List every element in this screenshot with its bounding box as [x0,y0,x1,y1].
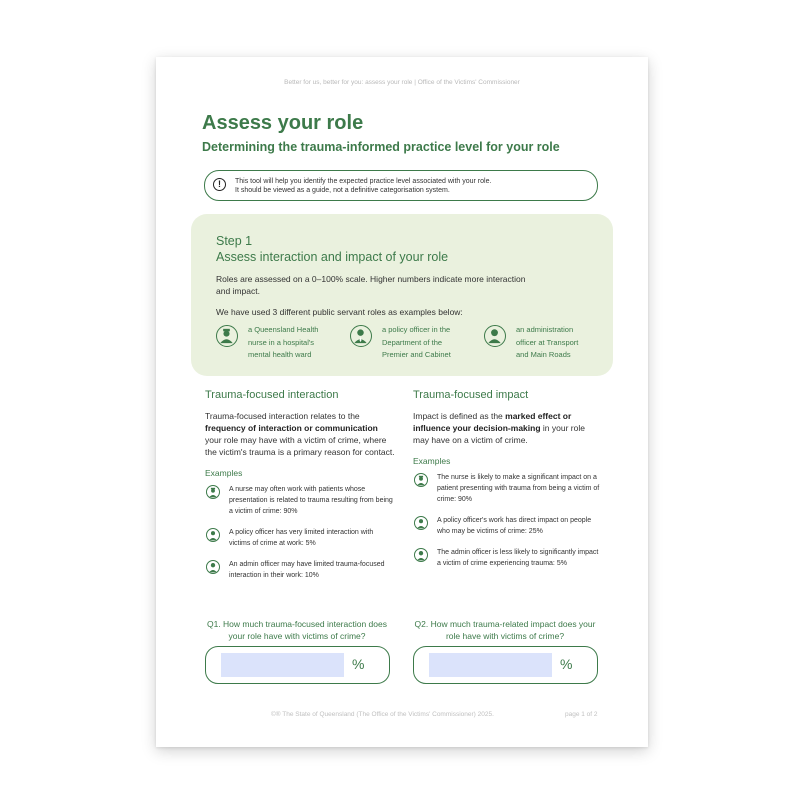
role-policy-line-2: Department of the [382,337,443,347]
impact-section [413,389,603,579]
notice-line-2: It should be viewed as a guide, not a definitive categorisation system. [235,187,450,194]
interaction-example-admin-text: An admin officer may have limited trauma-focused interaction in their work: 10% [229,561,385,579]
page-title: Assess your role [202,112,364,134]
role-nurse-line-2: nurse in a hospital's [248,337,315,347]
exclamation-circle-icon: ! [213,178,226,191]
question-1: Q1. How much trauma-focused interaction does your role have with victims of crime? [206,619,387,641]
step-1-panel [191,214,613,376]
impact-percent-input[interactable] [429,653,552,677]
interaction-definition [205,410,395,458]
nurse-icon [216,325,238,347]
interaction-def-bold: frequency of interaction or communication [205,423,378,433]
role-nurse-line-1: a Queensland Health [248,325,319,334]
interaction-example-policy-text: A policy officer has very limited interaction with victims of crime at work: 5% [229,529,374,547]
interaction-section [205,389,395,591]
nurse-icon [206,485,220,499]
role-admin-line-3: and Main Roads [516,350,571,359]
impact-example-admin-text: The admin officer is less likely to significantly impact a victim of crime experiencing trauma: 5% [437,549,599,567]
nurse-icon [414,473,428,487]
step-title: Assess interaction and impact of your role [216,250,449,264]
role-admin-line-2: officer at Transport [516,337,579,347]
impact-example-nurse-text: The nurse is likely to make a significant impact on a patient presenting with trauma from being a victim of crime: 90% [437,474,600,503]
impact-heading: Trauma-focused impact [413,389,529,401]
admin-officer-icon [206,560,220,574]
interaction-answer-box [205,646,390,684]
admin-officer-icon [484,325,506,347]
step-description: Roles are assessed on a 0–100% scale. Higher numbers indicate more interaction and impact. [216,274,526,296]
info-notice [204,170,598,201]
impact-percent-unit: % [560,656,573,672]
running-header: Better for us, better for you: assess your role | Office of the Victims' Commissioner [284,79,520,86]
policy-officer-icon [414,516,428,530]
page-subtitle: Determining the trauma-informed practice level for your role [202,140,560,154]
role-policy-line-1: a policy officer in the [382,325,451,334]
interaction-examples-heading: Examples [205,468,243,478]
interaction-example-admin [205,559,395,581]
interaction-percent-unit: % [352,656,365,672]
footer-copyright: ©® The State of Queensland (The Office of the Victims' Commissioner) 2025. [271,711,494,718]
notice-text [235,177,491,195]
step-examples-intro: We have used 3 different public servant roles as examples below: [216,307,463,317]
footer-page-number: page 1 of 2 [565,711,598,718]
document-page [156,57,648,747]
interaction-heading: Trauma-focused interaction [205,389,339,401]
impact-def-part-1: Impact is defined as the [413,411,506,421]
impact-answer-box [413,646,598,684]
question-2: Q2. How much trauma-related impact does your role have with victims of crime? [414,619,596,641]
impact-examples-heading: Examples [413,456,451,466]
impact-definition [413,410,603,446]
role-policy-line-3: Premier and Cabinet [382,350,451,359]
impact-example-admin [413,547,603,569]
interaction-example-nurse-text: A nurse may often work with patients whose presentation is related to trauma resulting from being a victim of crime: 90% [229,486,393,515]
interaction-def-part-2: your role may have with a victim of crime, where the victim's trauma is a primary reason for contact. [205,435,395,457]
policy-officer-icon [350,325,372,347]
impact-def-part-2: in your role may have on a victim of crime. [413,423,585,445]
admin-officer-icon [414,548,428,562]
impact-example-nurse [413,472,603,505]
policy-officer-icon [206,528,220,542]
interaction-example-policy [205,527,395,549]
interaction-def-part-1: Trauma-focused interaction relates to the [205,411,360,421]
notice-line-1: This tool will help you identify the expected practice level associated with your role. [235,178,492,185]
impact-example-policy [413,515,603,537]
role-admin-line-1: an administration [516,325,574,334]
interaction-percent-input[interactable] [221,653,344,677]
impact-example-policy-text: A policy officer's work has direct impact on people who may be victims of crime: 25% [437,517,592,535]
role-nurse-line-3: mental health ward [248,350,312,359]
step-label: Step 1 [216,234,253,248]
interaction-example-nurse [205,484,395,517]
impact-def-bold: marked effect or influence your decision-making [413,411,572,433]
